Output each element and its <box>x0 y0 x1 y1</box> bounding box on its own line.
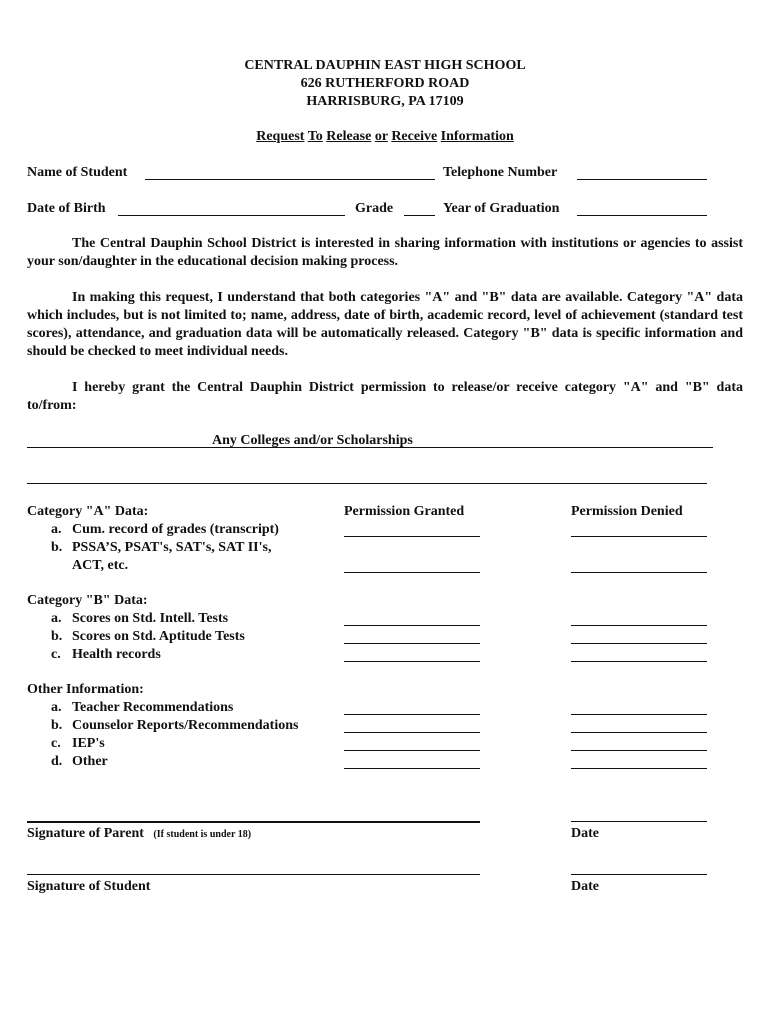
parent-signature-label <box>27 825 251 844</box>
grade-label: Grade <box>355 201 394 216</box>
student-signature-line[interactable] <box>27 874 480 875</box>
parent-signature-text: Signature of Parent <box>27 826 144 841</box>
permission-granted-header: Permission Granted <box>344 504 465 519</box>
title-word-information: Information <box>440 129 514 144</box>
other-item-d-granted-line[interactable] <box>344 768 480 769</box>
other-info-item-a-marker: a. <box>51 700 62 715</box>
cat-b-item-a-denied-line[interactable] <box>571 625 707 626</box>
other-info-title: Other Information: <box>27 682 144 697</box>
other-info-item-d-marker: d. <box>51 754 63 769</box>
other-item-d-denied-line[interactable] <box>571 768 707 769</box>
title-word-receive: Receive <box>391 129 438 144</box>
cat-b-item-b-granted-line[interactable] <box>344 643 480 644</box>
student-date-label: Date <box>571 879 599 894</box>
title-word-request: Request <box>256 129 305 144</box>
other-item-b-granted-line[interactable] <box>344 732 480 733</box>
name-of-student-label: Name of Student <box>27 165 128 180</box>
category-a-item-b: PSSA’S, PSAT's, SAT's, SAT II's, <box>72 540 272 555</box>
parent-signature-line[interactable] <box>27 821 480 823</box>
category-b-title: Category "B" Data: <box>27 593 148 608</box>
other-item-c-granted-line[interactable] <box>344 750 480 751</box>
cat-b-item-c-denied-line[interactable] <box>571 661 707 662</box>
other-info-item-c: IEP's <box>72 736 105 751</box>
school-city: HARRISBURG, PA 17109 <box>306 94 464 109</box>
cat-a-item-a-denied-line[interactable] <box>571 536 707 537</box>
category-b-item-b: Scores on Std. Aptitude Tests <box>72 629 245 644</box>
telephone-number-label: Telephone Number <box>443 165 558 180</box>
category-a-item-a: Cum. record of grades (transcript) <box>72 522 279 537</box>
other-item-c-denied-line[interactable] <box>571 750 707 751</box>
student-date-line[interactable] <box>571 874 707 875</box>
recipient-line-2[interactable] <box>27 483 707 484</box>
title-word-release: Release <box>326 129 372 144</box>
recipient-text: Any Colleges and/or Scholarships <box>212 433 413 448</box>
category-a-item-a-marker: a. <box>51 522 62 537</box>
cat-a-item-b-granted-line[interactable] <box>344 572 480 573</box>
school-street: 626 RUTHERFORD ROAD <box>300 76 470 91</box>
name-of-student-line[interactable] <box>145 179 435 180</box>
category-b-item-b-marker: b. <box>51 629 63 644</box>
other-item-a-denied-line[interactable] <box>571 714 707 715</box>
permission-denied-header: Permission Denied <box>571 504 683 519</box>
other-item-a-granted-line[interactable] <box>344 714 480 715</box>
other-info-item-b: Counselor Reports/Recommendations <box>72 718 299 733</box>
category-a-item-b-marker: b. <box>51 540 63 555</box>
title-word-to: To <box>307 129 323 144</box>
category-b-item-c: Health records <box>72 647 161 662</box>
parent-date-line[interactable] <box>571 821 707 822</box>
other-info-item-c-marker: c. <box>51 736 61 751</box>
date-of-birth-line[interactable] <box>118 215 345 216</box>
year-of-graduation-label: Year of Graduation <box>443 201 560 216</box>
form-title <box>0 128 770 146</box>
date-of-birth-label: Date of Birth <box>27 201 106 216</box>
cat-b-item-c-granted-line[interactable] <box>344 661 480 662</box>
category-a-item-b-cont: ACT, etc. <box>72 558 129 573</box>
student-signature-label: Signature of Student <box>27 879 151 894</box>
parent-signature-note: (If student is under 18) <box>153 829 252 840</box>
intro-paragraph: The Central Dauphin School District is interested in sharing information with institutions or agencies to assist your son/daughter in the educational decision making process. <box>27 236 743 269</box>
cat-a-item-a-granted-line[interactable] <box>344 536 480 537</box>
category-b-item-a-marker: a. <box>51 611 62 626</box>
cat-b-item-a-granted-line[interactable] <box>344 625 480 626</box>
other-item-b-denied-line[interactable] <box>571 732 707 733</box>
other-info-item-a: Teacher Recommendations <box>72 700 234 715</box>
category-a-title: Category "A" Data: <box>27 504 149 519</box>
cat-b-item-b-denied-line[interactable] <box>571 643 707 644</box>
grade-line[interactable] <box>404 215 435 216</box>
school-name: CENTRAL DAUPHIN EAST HIGH SCHOOL <box>244 58 526 73</box>
category-b-item-c-marker: c. <box>51 647 61 662</box>
year-of-graduation-line[interactable] <box>577 215 707 216</box>
telephone-number-line[interactable] <box>577 179 707 180</box>
other-info-item-b-marker: b. <box>51 718 63 733</box>
category-b-item-a: Scores on Std. Intell. Tests <box>72 611 229 626</box>
parent-date-label: Date <box>571 826 599 841</box>
permission-paragraph: I hereby grant the Central Dauphin District permission to release/or receive category "A" and "B" data to/from: <box>27 380 743 413</box>
other-info-item-d: Other <box>72 754 108 769</box>
cat-a-item-b-denied-line[interactable] <box>571 572 707 573</box>
categories-paragraph: In making this request, I understand that both categories "A" and "B" data are available. Category "A" data which includes, but is not limited to; name, address, date of birth, academic record, level of achievement (standard test scores), attendance, and graduation data will be automatically released. Category "B" data is specific information and should be checked to meet individual needs. <box>27 290 743 359</box>
title-word-or: or <box>374 129 388 144</box>
